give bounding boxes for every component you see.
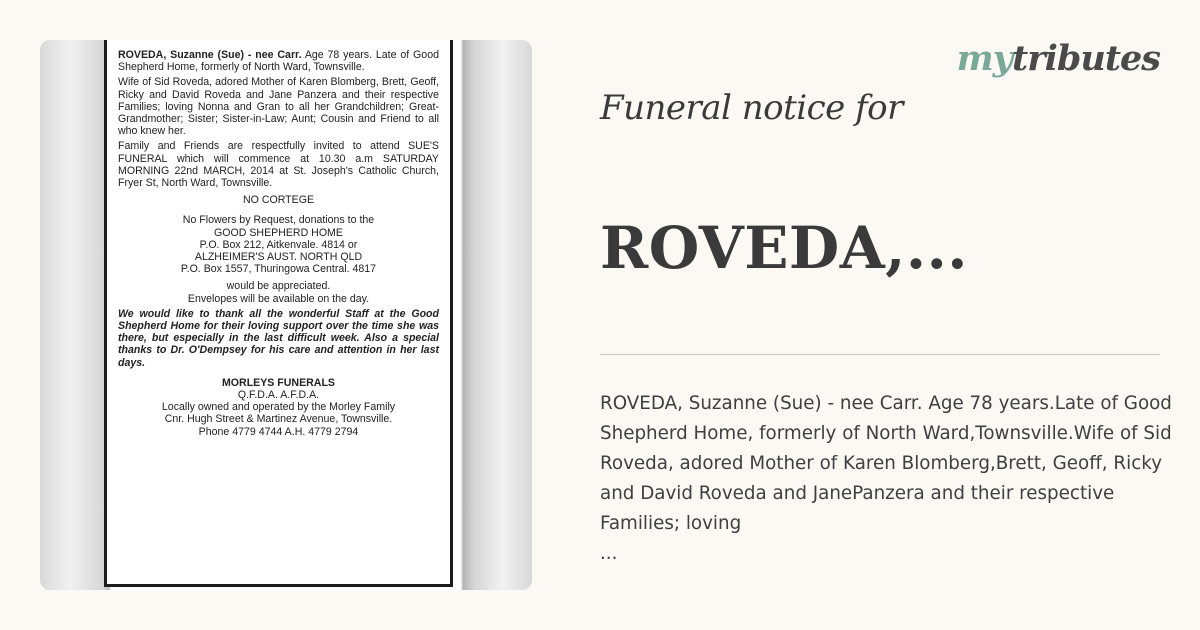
no-cortege: NO CORTEGE: [242, 194, 315, 207]
logo-part-my: my: [956, 38, 1013, 79]
address-line: Cnr. Hugh Street & Martinez Avenue, Townsville.: [164, 413, 393, 426]
notice-header-details: Age 78 years. Late of Good Shepherd Home, formerly of North Ward, Townsville.: [118, 49, 439, 74]
flowers-line-4: ALZHEIMER'S AUST. NORTH QLD: [194, 251, 363, 264]
deceased-name: ROVEDA, Suzanne (Sue) - nee Carr.: [118, 49, 302, 61]
qualifications: Q.F.D.A. A.F.D.A.: [237, 389, 320, 402]
deceased-name-title: ROVEDA,...: [600, 214, 968, 282]
flowers-line-1: No Flowers by Request, donations to the: [182, 214, 375, 227]
thanks-message: We would like to thank all the wonderful Staff at the Good Shepherd Home for their loving support over the time she was there, but especially in the last difficult week. Also a special thanks to Dr. O'Dempsey for his care and attention in her last days.: [118, 307, 439, 369]
flowers-line-3: P.O. Box 212, Aitkenvale. 4814 or: [199, 238, 358, 251]
excerpt-ellipsis: ...: [600, 543, 618, 564]
flowers-line-2: GOOD SHEPHERD HOME: [214, 226, 343, 239]
mytributes-logo[interactable]: [957, 38, 1160, 79]
notice-header: [118, 49, 439, 73]
excerpt-text: ROVEDA, Suzanne (Sue) - nee Carr. Age 78 years.Late of Good Shepherd Home, formerly of North Ward,Townsville.Wife of Sid Roveda, adored Mother of Karen Blomberg,Brett, Geoff, Ricky and David Roveda and JanePanzera and their respective Families; loving: [600, 393, 1172, 534]
phone-line: Phone 4779 4744 A.H. 4779 2794: [198, 425, 359, 438]
envelopes-line: Envelopes will be available on the day.: [187, 292, 370, 305]
ownership-line: Locally owned and operated by the Morley Family: [161, 401, 396, 414]
logo-part-tributes: tributes: [1012, 38, 1160, 79]
page-subtitle: Funeral notice for: [600, 88, 903, 128]
funeral-notice-clipping: [104, 40, 453, 587]
funeral-director: MORLEYS FUNERALS: [221, 376, 335, 389]
flowers-line-5: P.O. Box 1557, Thuringowa Central. 4817: [180, 263, 377, 276]
notice-family: Wife of Sid Roveda, adored Mother of Karen Blomberg, Brett, Geoff, Ricky and David Roveda and Jane Panzera and their respective Families; loving Nonna and Gran to all her Grandchildren; Great-Grandmother; Sister; Sister-in-Law; Aunt; Cousin and Friend to all who knew her.: [118, 76, 439, 138]
notice-excerpt: [600, 389, 1180, 569]
notice-invite: Family and Friends are respectfully invited to attend SUE'S FUNERAL which will commence at 10.30 a.m SATURDAY MORNING 22nd MARCH, 2014 at St. Joseph's Catholic Church, Fryer St, North Ward, Townsville.: [118, 140, 439, 190]
divider: [600, 354, 1160, 355]
appreciated-line: would be appreciated.: [226, 280, 331, 293]
notice-image-frame: [40, 40, 532, 590]
